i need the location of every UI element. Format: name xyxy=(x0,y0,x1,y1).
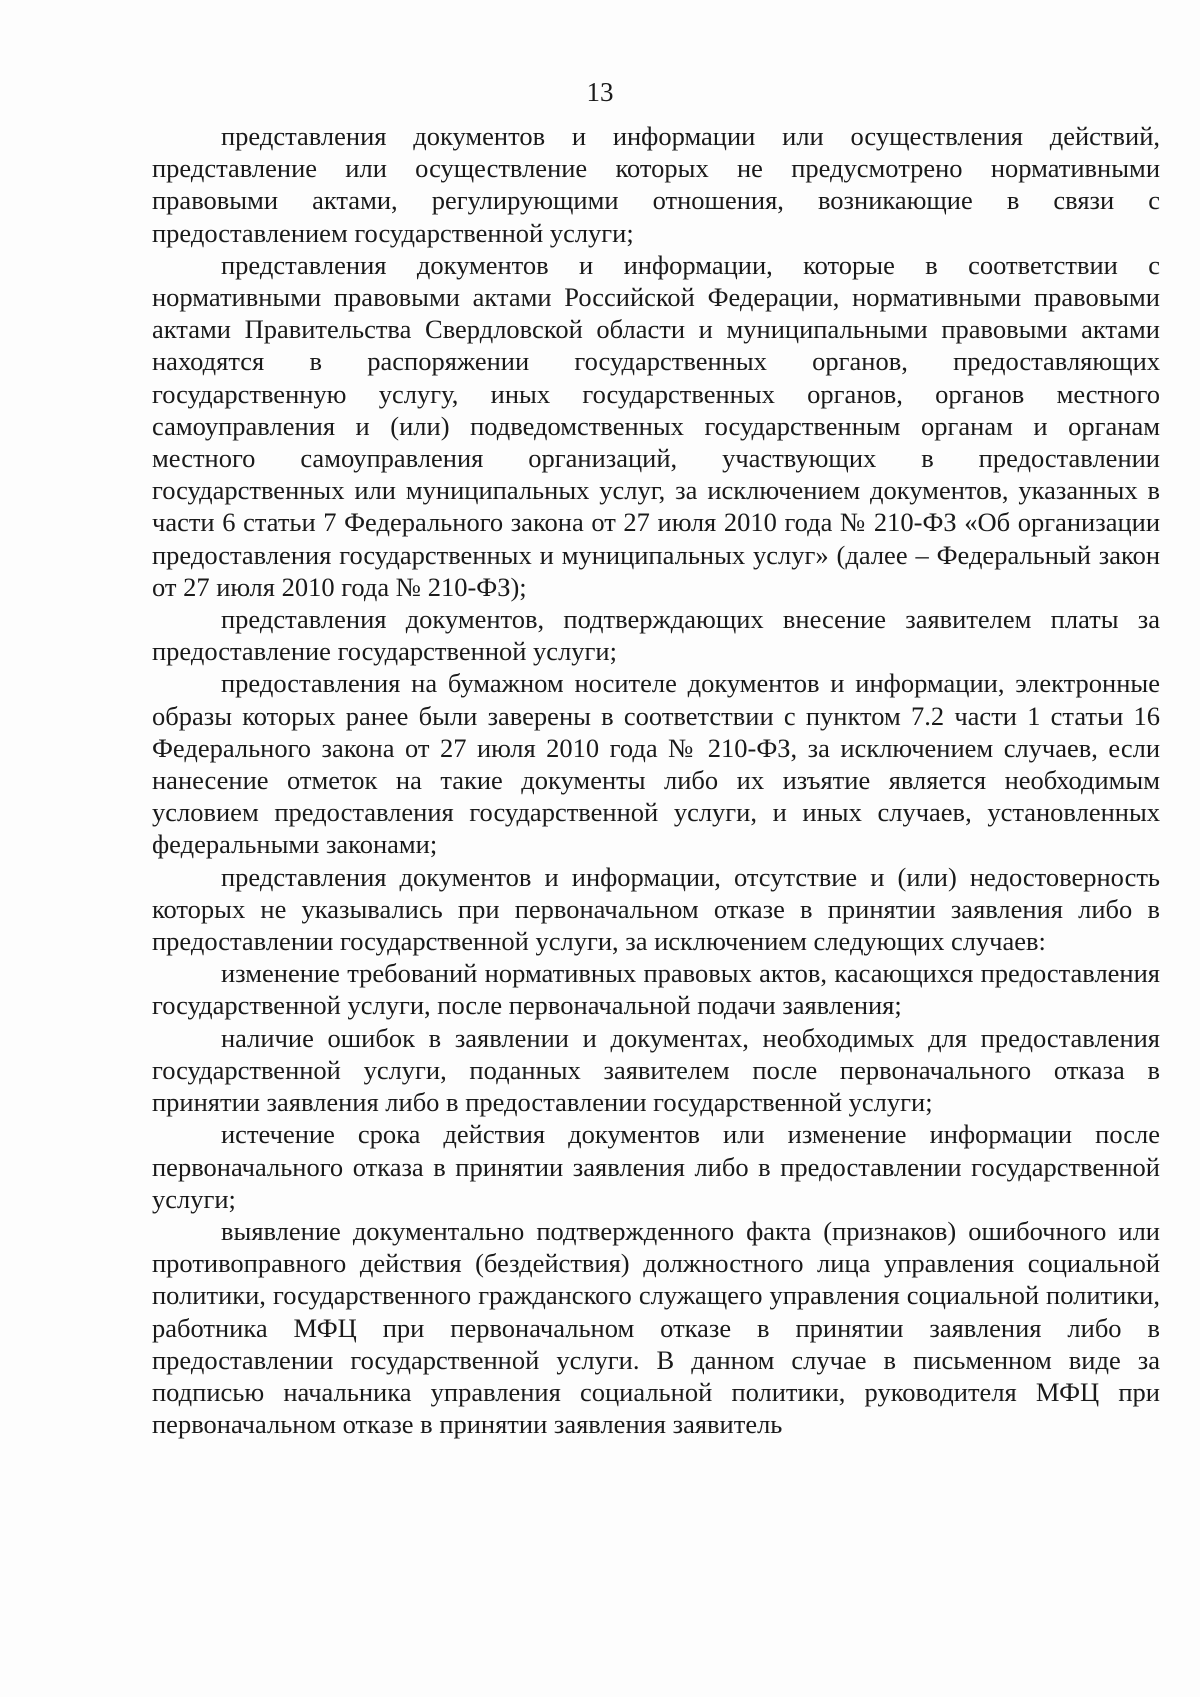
paragraph-8: истечение срока действия документов или изменение информации после первоначального отказа в принятии заявления либо в предоставлении государственной услуги; xyxy=(152,1119,1160,1214)
page-number: 13 xyxy=(586,77,614,107)
paragraph-1: представления документов и информации или осуществления действий, представление или осуществление которых не предусмотрено нормативными правовыми актами, регулирующими отношения, возникающие в связи с предоставлением государственной услуги; xyxy=(152,121,1160,248)
paragraph-4: предоставления на бумажном носителе документов и информации, электронные образы которых ранее были заверены в соответствии с пунктом 7.2 части 1 статьи 16 Федерального закона от 27 июля 2010 года № 210-ФЗ, за исключением случаев, если нанесение отметок на такие документы либо их изъятие является необходимым условием предоставления государственной услуги, и иных случаев, установленных федеральными законами; xyxy=(152,668,1160,860)
paragraph-6: изменение требований нормативных правовых актов, касающихся предоставления государственной услуги, после первоначальной подачи заявления; xyxy=(152,958,1160,1021)
paragraph-3: представления документов, подтверждающих внесение заявителем платы за предоставление государственной услуги; xyxy=(152,604,1160,667)
paragraph-9: выявление документально подтвержденного факта (признаков) ошибочного или противоправного действия (бездействия) должностного лица управления социальной политики, государственного гражданского служащего управления социальной политики, работника МФЦ при первоначальном отказе в принятии заявления либо в предоставлении государственной услуги. В данном случае в письменном виде за подписью начальника управления социальной политики, руководителя МФЦ при первоначальном отказе в принятии заявления заявитель xyxy=(152,1215,1160,1440)
document-body xyxy=(152,120,1160,1440)
paragraph-7: наличие ошибок в заявлении и документах, необходимых для предоставления государственной услуги, поданных заявителем после первоначального отказа в принятии заявления либо в предоставлении государственной услуги; xyxy=(152,1022,1160,1118)
paragraph-2: представления документов и информации, которые в соответствии с нормативными правовыми актами Российской Федерации, нормативными правовыми актами Правительства Свердловской области и муниципальными правовыми актами находятся в распоряжении государственных органов, предоставляющих государственную услугу, иных государственных органов, органов местного самоуправления и (или) подведомственных государственным органам и органам местного самоуправления организаций, участвующих в предоставлении государственных или муниципальных услуг, за исключением документов, указанных в части 6 статьи 7 Федерального закона от 27 июля 2010 года № 210-ФЗ «Об организации предоставления государственных и муниципальных услуг» (далее – Федеральный закон от 27 июля 2010 года № 210-ФЗ); xyxy=(152,249,1160,602)
paragraph-5: представления документов и информации, отсутствие и (или) недостоверность которых не указывались при первоначальном отказе в принятии заявления либо в предоставлении государственной услуги, за исключением следующих случаев: xyxy=(152,861,1160,957)
